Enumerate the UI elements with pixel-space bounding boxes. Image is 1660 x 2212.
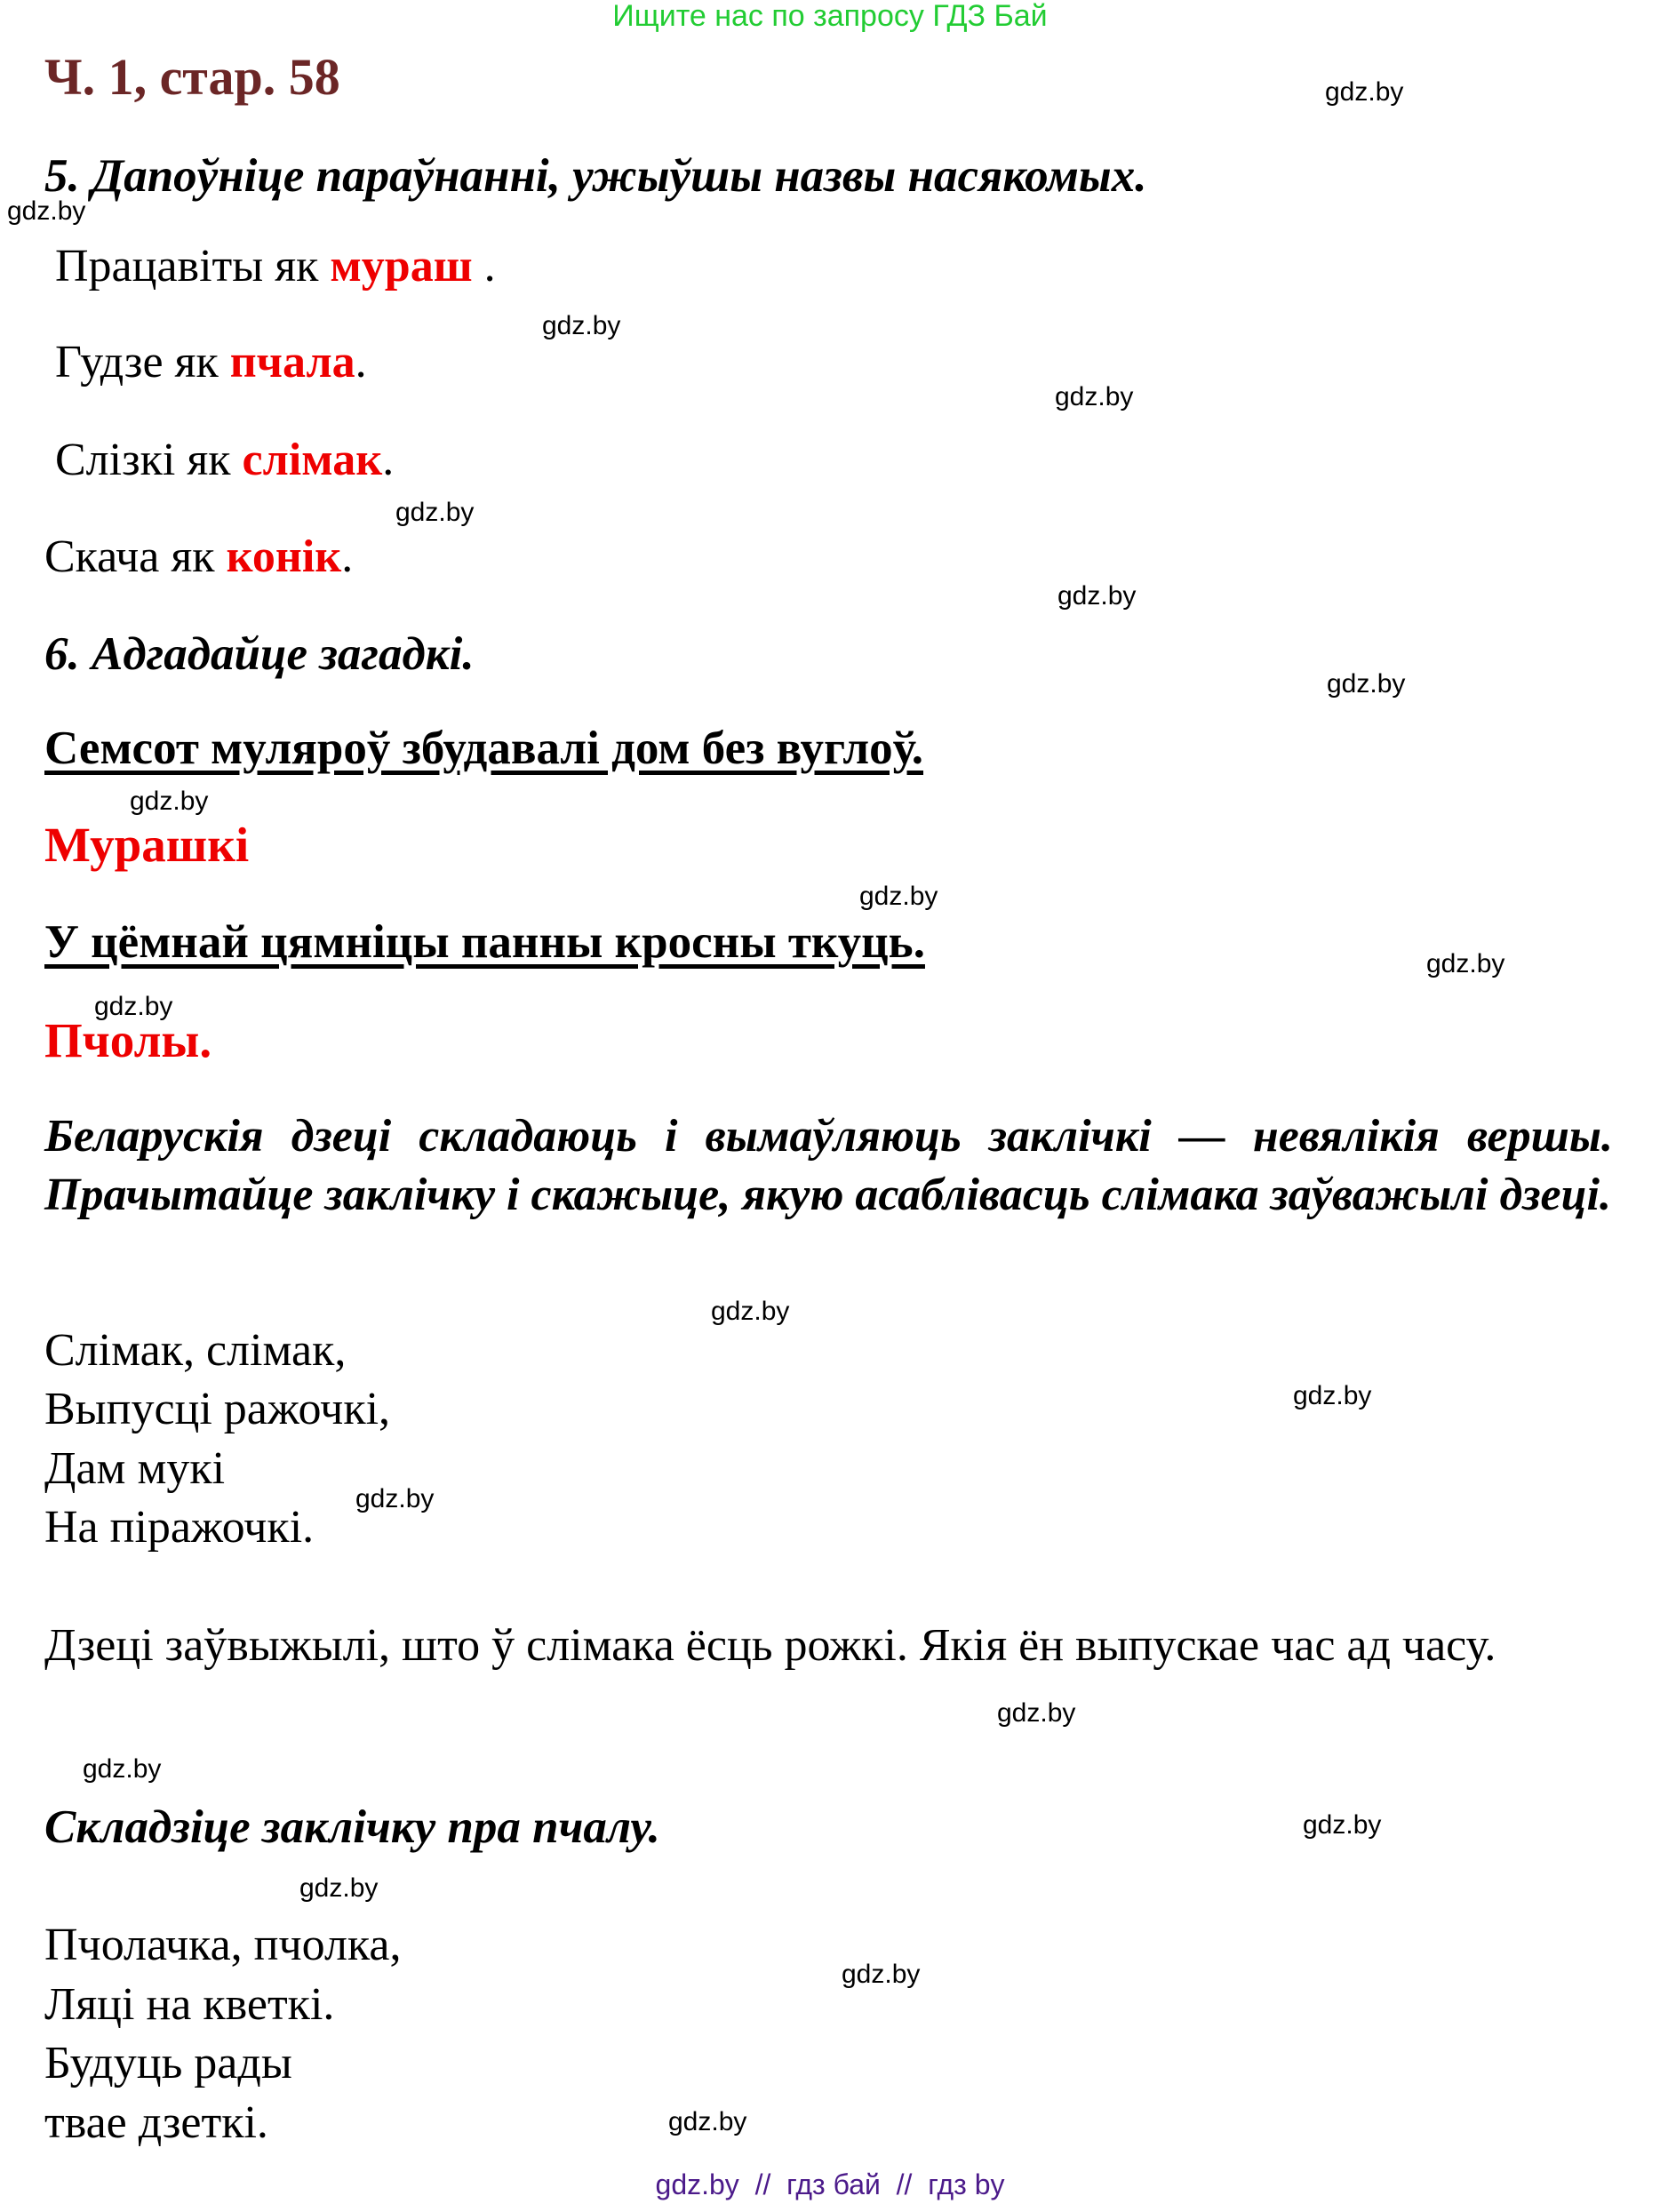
watermark: gdz.by — [1303, 1810, 1382, 1840]
page-title: Ч. 1, стар. 58 — [44, 48, 340, 106]
watermark: gdz.by — [1057, 581, 1137, 611]
task6-heading: 6. Адгадайце загадкі. — [44, 628, 475, 680]
watermark: gdz.by — [668, 2107, 747, 2136]
poem-line: Слімак, слімак, — [44, 1325, 347, 1376]
poem-line: На піражочкі. — [44, 1502, 315, 1553]
zaklichka-instruction: Беларускія дзеці складаюць і вымаўляюць заклічкі — невялікія вершы. Прачытайце заклічку і скажыце, якую асаблівасць слімака заўважылі дзеці. — [44, 1111, 1613, 1220]
comparison-answer: мураш — [330, 241, 473, 291]
watermark: gdz.by — [1055, 382, 1134, 411]
poem-line: твае дзеткі. — [44, 2097, 268, 2148]
watermark: gdz.by — [1327, 669, 1406, 699]
poem-line: Выпусці ражочкі, — [44, 1384, 391, 1434]
watermark: gdz.by — [1426, 949, 1505, 978]
comparison-answer: пчала — [229, 337, 355, 387]
poem-line: Пчолачка, пчолка, — [44, 1920, 402, 1970]
watermark: gdz.by — [842, 1960, 921, 1989]
comparison-line — [55, 240, 496, 293]
watermark: gdz.by — [94, 992, 173, 1021]
watermark: gdz.by — [542, 311, 621, 340]
watermark: gdz.by — [395, 498, 475, 527]
comparison-answer: конік — [226, 531, 342, 582]
watermark: gdz.by — [859, 882, 938, 911]
comparison-prefix: Працавіты як — [55, 241, 331, 291]
comparison-prefix: Слізкі як — [55, 435, 243, 485]
watermark: gdz.by — [299, 1873, 379, 1903]
watermark: gdz.by — [130, 787, 209, 816]
watermark: gdz.by — [7, 196, 86, 226]
riddle-answer: Мурашкі — [44, 818, 250, 872]
comparison-prefix: Скача як — [44, 531, 227, 582]
poem-line: Дам мукі — [44, 1443, 226, 1494]
search-banner: Ищите нас по запросу ГДЗ Бай — [612, 0, 1048, 33]
riddle-answer: Пчолы. — [44, 1013, 212, 1067]
watermark: gdz.by — [711, 1297, 790, 1326]
zaklichka-answer: Дзеці заўвыжылі, што ў слімака ёсць рожкі. Якія ён выпускае час ад часу. — [44, 1620, 1496, 1671]
riddle-question: У цёмнай цямніцы панны кросны ткуць. — [44, 916, 925, 968]
watermark: gdz.by — [83, 1754, 162, 1784]
comparison-suffix: . — [472, 241, 496, 291]
watermark: gdz.by — [997, 1698, 1076, 1728]
task5-heading: 5. Дапоўніце параўнанні, ужыўшы назвы насякомых. — [44, 150, 1147, 202]
comparison-suffix: . — [355, 337, 367, 387]
footer-links[interactable]: gdz.by // гдз бай // гдз by — [655, 2168, 1005, 2200]
comparison-line — [55, 336, 367, 389]
comparison-suffix: . — [341, 531, 354, 582]
comparison-suffix: . — [382, 435, 395, 485]
comparison-answer: слімак — [242, 435, 383, 485]
comparison-line — [44, 531, 353, 584]
riddle-question: Семсот муляроў збудавалі дом без вуглоў. — [44, 723, 924, 774]
poem-line: Ляці на кветкі. — [44, 1979, 335, 2030]
compose-instruction: Складзіце заклічку пра пчалу. — [44, 1801, 660, 1853]
watermark: gdz.by — [355, 1484, 435, 1513]
comparison-line — [55, 434, 394, 487]
watermark: gdz.by — [1293, 1381, 1372, 1410]
comparison-prefix: Гудзе як — [55, 337, 230, 387]
watermark: gdz.by — [1325, 77, 1404, 107]
poem-line: Будуць рады — [44, 2038, 292, 2088]
